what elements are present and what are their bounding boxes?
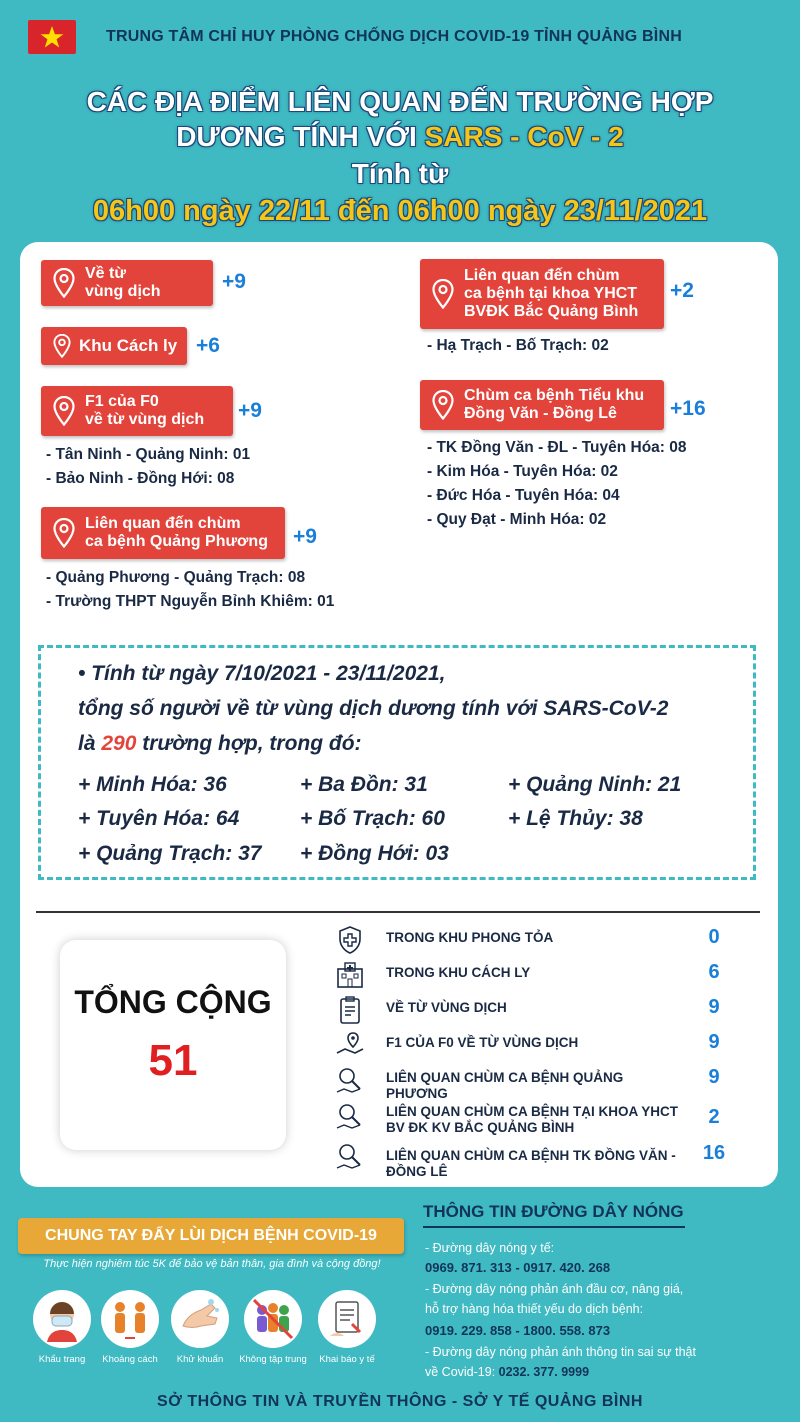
no-gathering-icon (244, 1290, 302, 1348)
prevention-label: Khoảng cách (102, 1354, 158, 1365)
tag-chum-dong-van: Chùm ca bệnh Tiểu khu Đồng Văn - Đồng Lê (420, 380, 664, 430)
detail-item: - TK Đồng Văn - ĐL - Tuyên Hóa: 08 (427, 439, 687, 456)
hand-wash-icon (171, 1290, 229, 1348)
district-count: + Quảng Trạch: 37 (78, 842, 262, 865)
title-line-2: DƯƠNG TÍNH VỚI SARS - CoV - 2 (176, 121, 624, 152)
detail-item: - Quảng Phương - Quảng Trạch: 08 (46, 569, 306, 586)
total-label: TỔNG CỘNG (74, 984, 272, 1020)
health-declaration-icon (318, 1290, 376, 1348)
search-map-icon (334, 1140, 366, 1172)
detail-item: - Bảo Ninh - Đồng Hới: 08 (46, 470, 235, 487)
location-pin-icon (53, 396, 75, 426)
hotline-text: - Đường dây nóng phản ánh thông tin sai sự thật (425, 1345, 696, 1359)
hotline-text: hỗ trợ hàng hóa thiết yếu do dịch bệnh: (425, 1302, 644, 1316)
total-value: 51 (148, 1036, 198, 1085)
location-pin-icon (432, 390, 454, 420)
detail-item: - Quy Đạt - Minh Hóa: 02 (427, 511, 607, 528)
detail-list (46, 566, 334, 614)
summary-row: F1 CỦA F0 VỀ TỪ VÙNG DỊCH 9 (334, 1029, 744, 1061)
tag-chum-quang-phuong: Liên quan đến chùm ca bệnh Quảng Phương (41, 507, 285, 559)
summary-row: LIÊN QUAN CHÙM CA BỆNH TK ĐỒNG VĂN - ĐỒNG LÊ 16 (334, 1140, 744, 1172)
hotline-underline (423, 1226, 685, 1228)
tag-ve-tu-vung-dich: Về từ vùng dịch (41, 260, 213, 306)
count-ve-tu-vung-dich: +9 (222, 270, 246, 293)
detail-item: - Hạ Trạch - Bố Trạch: 02 (427, 337, 609, 354)
mask-icon (33, 1290, 91, 1348)
location-pin-icon (53, 268, 75, 298)
detail-item: - Trường THPT Nguyễn Bỉnh Khiêm: 01 (46, 593, 335, 610)
virus-name: SARS - CoV - 2 (424, 121, 624, 152)
search-map-icon (334, 1064, 366, 1096)
map-pin-icon (334, 1029, 366, 1061)
search-map-icon (334, 1100, 366, 1132)
detail-item: - Kim Hóa - Tuyên Hóa: 02 (427, 463, 618, 480)
detail-item: - Đức Hóa - Tuyên Hóa: 04 (427, 487, 620, 504)
vietnam-flag-icon (28, 20, 76, 54)
hotline-title: THÔNG TIN ĐƯỜNG DÂY NÓNG (423, 1202, 684, 1221)
tag-f1-cua-f0: F1 của F0 về từ vùng dịch (41, 386, 233, 436)
date-range: 06h00 ngày 22/11 đến 06h00 ngày 23/11/2021 (92, 195, 708, 227)
summary-row: TRONG KHU PHONG TỎA 0 (334, 924, 744, 956)
cumulative-total: 290 (101, 732, 137, 755)
district-count: + Minh Hóa: 36 (78, 773, 227, 796)
hotline-number: 0969. 871. 313 - 0917. 420. 268 (425, 1260, 611, 1275)
district-count: + Ba Đồn: 31 (300, 773, 428, 796)
hotline-text: - Đường dây nóng phản ánh đầu cơ, nâng giá, (425, 1282, 684, 1296)
cumulative-line-1: • Tính từ ngày 7/10/2021 - 23/11/2021, (78, 662, 446, 685)
total-box (60, 940, 286, 1150)
count-chum-dong-van: +16 (670, 397, 706, 420)
clipboard-icon (334, 994, 366, 1026)
district-count: + Đồng Hới: 03 (300, 842, 449, 865)
distance-icon (101, 1290, 159, 1348)
summary-row: TRONG KHU CÁCH LY 6 (334, 959, 744, 991)
detail-list (427, 334, 609, 358)
location-pin-icon (432, 279, 454, 309)
district-count: + Tuyên Hóa: 64 (78, 807, 240, 830)
prevention-label: Khử khuẩn (176, 1354, 224, 1365)
summary-row: VỀ TỪ VÙNG DỊCH 9 (334, 994, 744, 1026)
hotline-text: - Đường dây nóng y tế: (425, 1241, 555, 1255)
cumulative-line-3: là 290 trường hợp, trong đó: (78, 732, 362, 755)
count-f1-cua-f0: +9 (238, 399, 262, 422)
campaign-banner: CHUNG TAY ĐẨY LÙI DỊCH BỆNH COVID-19 (18, 1218, 404, 1254)
prevention-label: Khẩu trang (38, 1354, 86, 1365)
district-count: + Bố Trạch: 60 (300, 807, 445, 830)
summary-row: LIÊN QUAN CHÙM CA BỆNH TẠI KHOA YHCT BV ĐK KV BẮC QUẢNG BÌNH 2 (334, 1100, 744, 1132)
count-chum-yhct: +2 (670, 279, 694, 302)
shield-cross-icon (334, 924, 366, 956)
hotline-text: về Covid-19: 0232. 377. 9999 (425, 1365, 590, 1379)
title-line-1: CÁC ĐỊA ĐIỂM LIÊN QUAN ĐẾN TRƯỜNG HỢP (86, 86, 714, 117)
divider (36, 911, 760, 913)
location-pin-icon (53, 518, 75, 548)
detail-list (46, 443, 250, 491)
district-count: + Lệ Thủy: 38 (508, 807, 643, 830)
organization-name: TRUNG TÂM CHỈ HUY PHÒNG CHỐNG DỊCH COVID-19 TỈNH QUẢNG BÌNH (106, 28, 682, 45)
count-chum-quang-phuong: +9 (293, 525, 317, 548)
detail-item: - Tân Ninh - Quảng Ninh: 01 (46, 446, 251, 463)
tag-chum-yhct: Liên quan đến chùm ca bệnh tại khoa YHCT BVĐK Bắc Quảng Bình (420, 259, 664, 329)
footer-credit: SỞ THÔNG TIN VÀ TRUYỀN THÔNG - SỞ Y TẾ QUẢNG BÌNH (157, 1393, 643, 1410)
prevention-label: Không tập trung (239, 1354, 307, 1365)
hotline-number: 0919. 229. 858 - 1800. 558. 873 (425, 1323, 611, 1338)
count-khu-cach-ly: +6 (196, 334, 220, 357)
detail-list (427, 436, 687, 532)
prevention-label: Khai báo y tế (319, 1354, 375, 1365)
campaign-slogan: Thực hiện nghiêm túc 5K để bảo vệ bản thân, gia đình và cộng đồng! (43, 1258, 381, 1270)
tag-khu-cach-ly: Khu Cách ly (41, 327, 187, 365)
cumulative-line-2: tổng số người về từ vùng dịch dương tính với SARS-CoV-2 (78, 697, 669, 720)
district-count: + Quảng Ninh: 21 (508, 773, 682, 796)
title-line-3: Tính từ (351, 158, 449, 189)
location-pin-icon (53, 334, 71, 358)
hospital-icon (334, 959, 366, 991)
hotline-number: 0232. 377. 9999 (498, 1365, 590, 1379)
summary-row: LIÊN QUAN CHÙM CA BỆNH QUẢNG PHƯƠNG 9 (334, 1064, 744, 1096)
